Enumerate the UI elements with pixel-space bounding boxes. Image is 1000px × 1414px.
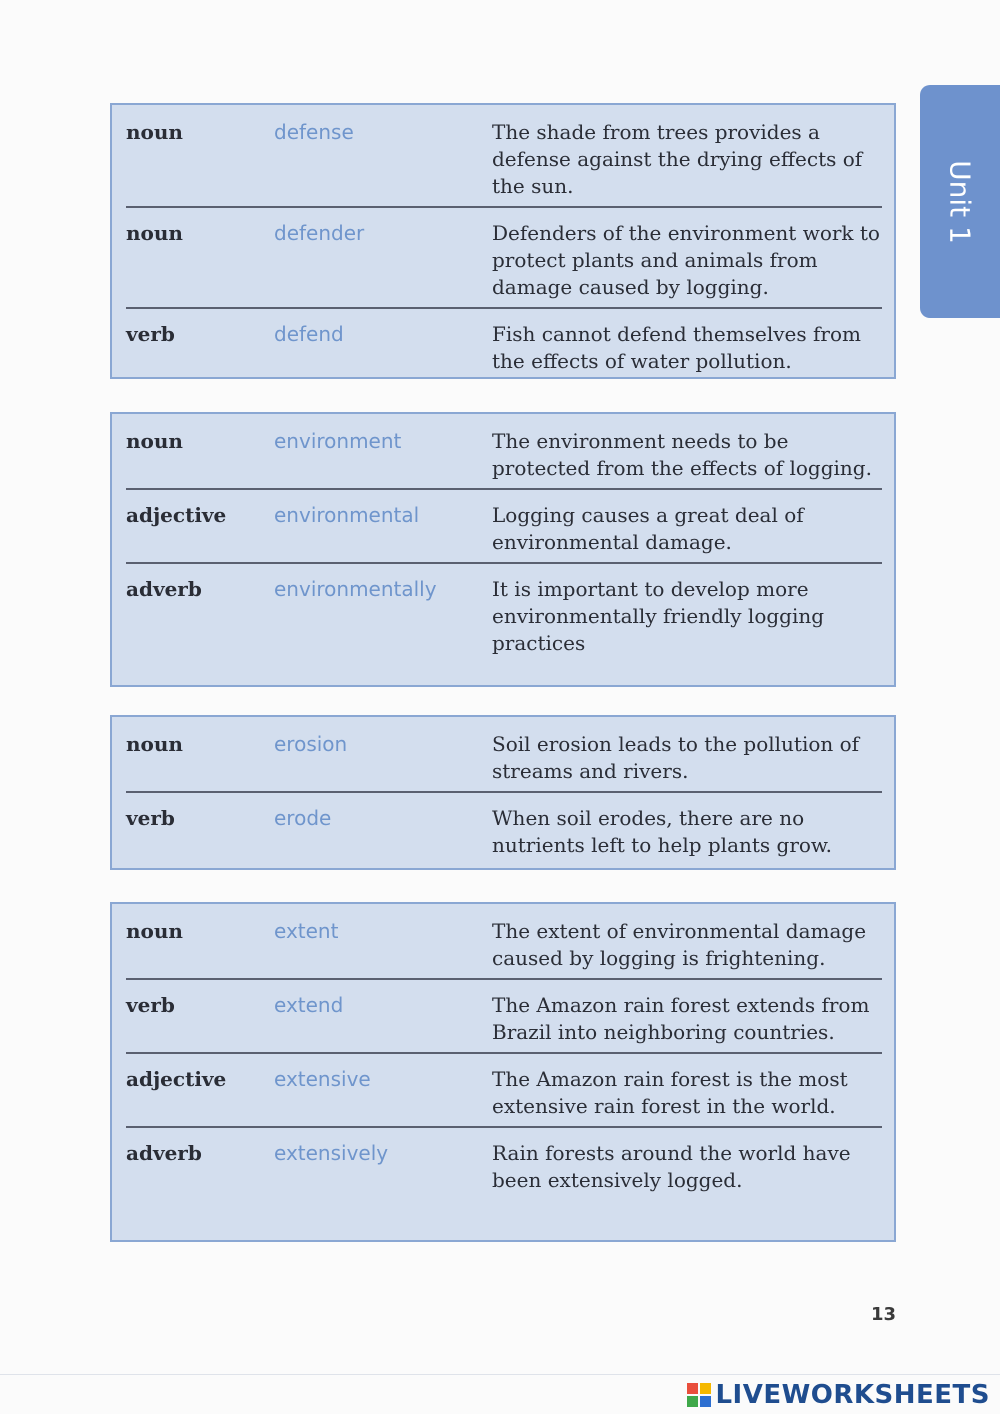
part-of-speech: adverb	[126, 577, 202, 601]
footer-divider	[0, 1374, 1000, 1375]
table-row	[112, 488, 894, 562]
vocab-word: defender	[274, 221, 365, 245]
page-number: 13	[870, 1304, 896, 1325]
example-sentence: It is important to develop more environmentally friendly logging practices	[492, 577, 825, 655]
part-of-speech: adjective	[126, 503, 227, 527]
word-family-box-environment	[110, 412, 896, 687]
example-sentence: Fish cannot defend themselves from the effects of water pollution.	[492, 322, 861, 373]
table-row	[112, 978, 894, 1052]
vocab-word: erosion	[274, 732, 348, 756]
table-row	[112, 1052, 894, 1126]
vocab-word: defend	[274, 322, 344, 346]
part-of-speech: noun	[126, 732, 183, 756]
vocab-word: erode	[274, 806, 332, 830]
table-row	[112, 105, 894, 206]
vocab-word: environment	[274, 429, 402, 453]
word-family-box-erosion	[110, 715, 896, 870]
part-of-speech: noun	[126, 120, 183, 144]
example-sentence: When soil erodes, there are no nutrients left to help plants grow.	[492, 806, 833, 857]
unit-tab	[920, 85, 1000, 318]
table-row	[112, 562, 894, 663]
part-of-speech: noun	[126, 221, 183, 245]
vocab-word: extent	[274, 919, 339, 943]
example-sentence: Soil erosion leads to the pollution of streams and rivers.	[492, 732, 860, 783]
example-sentence: The shade from trees provides a defense against the drying effects of the sun.	[492, 120, 863, 198]
example-sentence: Logging causes a great deal of environmental damage.	[492, 503, 804, 554]
table-row	[112, 206, 894, 307]
part-of-speech: adverb	[126, 1141, 202, 1165]
vocab-word: environmental	[274, 503, 420, 527]
liveworksheets-logo-icon	[687, 1383, 711, 1407]
part-of-speech: adjective	[126, 1067, 227, 1091]
word-family-box-defense	[110, 103, 896, 379]
table-row	[112, 717, 894, 791]
part-of-speech: noun	[126, 429, 183, 453]
example-sentence: Rain forests around the world have been extensively logged.	[492, 1141, 851, 1192]
table-row	[112, 307, 894, 381]
liveworksheets-logo-text: LIVEWORKSHEETS	[715, 1380, 990, 1410]
part-of-speech: verb	[126, 806, 175, 830]
example-sentence: The environment needs to be protected from the effects of logging.	[492, 429, 872, 480]
table-row	[112, 1126, 894, 1200]
example-sentence: The Amazon rain forest extends from Brazil into neighboring countries.	[492, 993, 870, 1044]
table-row	[112, 791, 894, 865]
example-sentence: The extent of environmental damage caused by logging is frightening.	[492, 919, 867, 970]
part-of-speech: verb	[126, 993, 175, 1017]
vocab-word: defense	[274, 120, 354, 144]
vocab-word: extend	[274, 993, 344, 1017]
part-of-speech: verb	[126, 322, 175, 346]
example-sentence: The Amazon rain forest is the most extensive rain forest in the world.	[492, 1067, 848, 1118]
vocab-word: extensively	[274, 1141, 389, 1165]
unit-tab-label: Unit 1	[943, 159, 977, 244]
table-row	[112, 904, 894, 978]
liveworksheets-logo[interactable]	[687, 1380, 990, 1410]
word-family-box-extent	[110, 902, 896, 1242]
vocab-word: extensive	[274, 1067, 371, 1091]
table-row	[112, 414, 894, 488]
part-of-speech: noun	[126, 919, 183, 943]
example-sentence: Defenders of the environment work to protect plants and animals from damage caused by logging.	[492, 221, 880, 299]
vocab-word: environmentally	[274, 577, 437, 601]
